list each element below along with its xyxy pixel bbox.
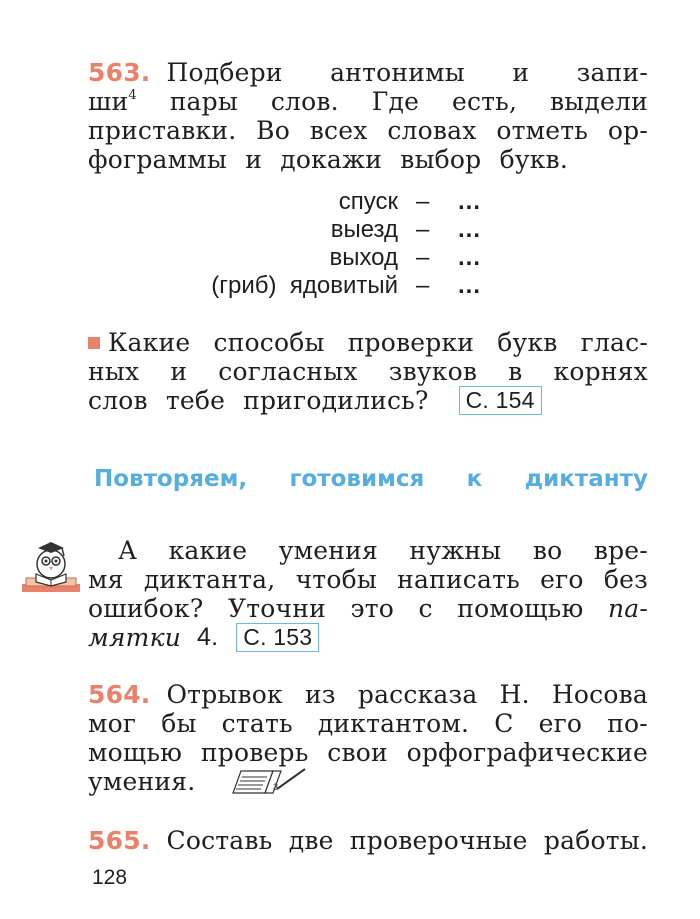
word: выбор [400,145,482,174]
word: какие [168,536,248,565]
word: и [245,145,263,174]
owl-reading-icon [16,538,86,596]
pair-blank: ... [458,188,482,215]
word: Во [256,116,290,145]
exercise-564 [88,680,648,799]
section-heading [94,466,648,492]
word: проверочные [349,826,528,855]
ex563-line-1 [88,58,648,87]
word: и [170,357,188,386]
heading-word: диктанту [524,466,648,492]
word: пары [169,87,238,116]
exercise-number: 565. [88,826,151,855]
word: его [540,565,584,594]
word: согласных [218,357,358,386]
notebook-pen-icon [229,767,309,797]
heading-word: к [466,466,483,492]
word: бы [161,709,197,738]
question-line-1 [88,328,648,357]
word: во [532,536,563,565]
pair-word: выход [329,244,398,271]
word: ошибок? [88,594,204,623]
question-line-2 [88,357,648,386]
word: ор- [607,116,648,145]
word: способы [213,328,325,357]
pair-dash: – [416,216,430,243]
word-pair [180,244,500,272]
heading-word: готовимся [289,466,425,492]
word: ных [88,357,140,386]
word: свои [327,738,388,767]
word: диктанта, [143,565,276,594]
review-question [88,328,648,415]
page-reference-153[interactable]: С. 153 [236,623,319,652]
word: Носова [551,680,648,709]
word: вре- [593,536,648,565]
memo-line-4 [88,623,648,652]
word: диктантом. [317,709,470,738]
word: проверь [200,738,309,767]
word: словах [387,116,477,145]
word: стать [221,709,293,738]
ex564-line-3 [88,738,648,767]
word: умения. [88,767,196,796]
word: звуков [388,357,478,386]
word: две [288,826,334,855]
memo-line-1 [88,536,648,565]
word: слов. [270,87,339,116]
word: по- [607,709,648,738]
word: глас- [580,328,648,357]
pair-blank: ... [458,272,482,299]
word: А [118,536,138,565]
exercise-number: 564. [88,680,151,709]
word: есть, [451,87,518,116]
pair-dash: – [416,244,430,271]
ex563-line-2 [88,87,648,116]
word: Составь [166,826,273,855]
word: корнях [553,357,648,386]
word: приставки. [88,116,237,145]
word: отметь [496,116,589,145]
memo-line-2 [88,565,648,594]
word: пригодились? [243,386,429,415]
word: мог [88,709,137,738]
pair-word: выезд [330,216,398,243]
ex564-line-4 [88,767,648,799]
word: букв [497,328,558,357]
word: без [603,565,648,594]
word: запи- [576,58,648,87]
book-number: 3 [273,782,279,792]
word: помощью [457,594,584,623]
word: Отрывок [166,680,283,709]
pair-word: спуск [338,188,398,215]
exercise-563 [88,58,648,174]
ex564-line-2 [88,709,648,738]
word: всех [309,116,368,145]
exercise-565 [88,826,648,855]
pair-dash: – [416,272,430,299]
word: тебе [165,386,226,415]
pair-word: (гриб) ядовитый [211,272,398,299]
word: это [350,594,394,623]
word: мя [88,565,124,594]
ex564-line-1 [88,680,648,709]
word: Подбери [166,58,283,87]
word-pair [180,216,500,244]
word: букв. [499,145,568,174]
word: ши [88,87,129,116]
word: выдели [550,87,648,116]
page-number: 128 [92,866,128,889]
word: С [494,709,514,738]
word: из [305,680,336,709]
word: и [512,58,530,87]
word-pair [180,272,500,300]
word: Где [371,87,420,116]
memo-number: 4. [197,623,219,651]
word: с [418,594,433,623]
ex563-line-4 [88,145,568,174]
word-pair [180,188,500,216]
word: чтобы [295,565,377,594]
memo-paragraph [88,536,648,652]
pair-blank: ... [458,244,482,271]
word: фограммы [88,145,228,174]
pair-dash: – [416,188,430,215]
word: Н. [499,680,530,709]
word-italic: па- [607,594,648,623]
word-italic: мятки [88,623,182,652]
word: рассказа [357,680,478,709]
heading-word: Повторяем, [94,466,248,492]
memo-line-3 [88,594,648,623]
word: Уточни [228,594,327,623]
word: орфографические [406,738,648,767]
bullet-square-icon [88,337,100,349]
word-pairs-list [180,188,500,300]
word: работы. [543,826,648,855]
word: в [508,357,523,386]
footnote-marker: 4 [128,87,137,103]
word: его [538,709,583,738]
word: Какие [108,328,191,357]
word: слов [88,386,148,415]
word: написать [397,565,520,594]
word: мощью [88,738,183,767]
pair-blank: ... [458,216,482,243]
word: антонимы [330,58,465,87]
page-reference-154[interactable]: С. 154 [459,386,542,415]
word: нужны [409,536,502,565]
word: докажи [280,145,383,174]
word: проверки [347,328,475,357]
ex563-line-3 [88,116,648,145]
word: умения [278,536,378,565]
ex565-line-1 [88,826,648,855]
exercise-number: 563. [88,58,151,87]
question-line-3 [88,386,648,415]
